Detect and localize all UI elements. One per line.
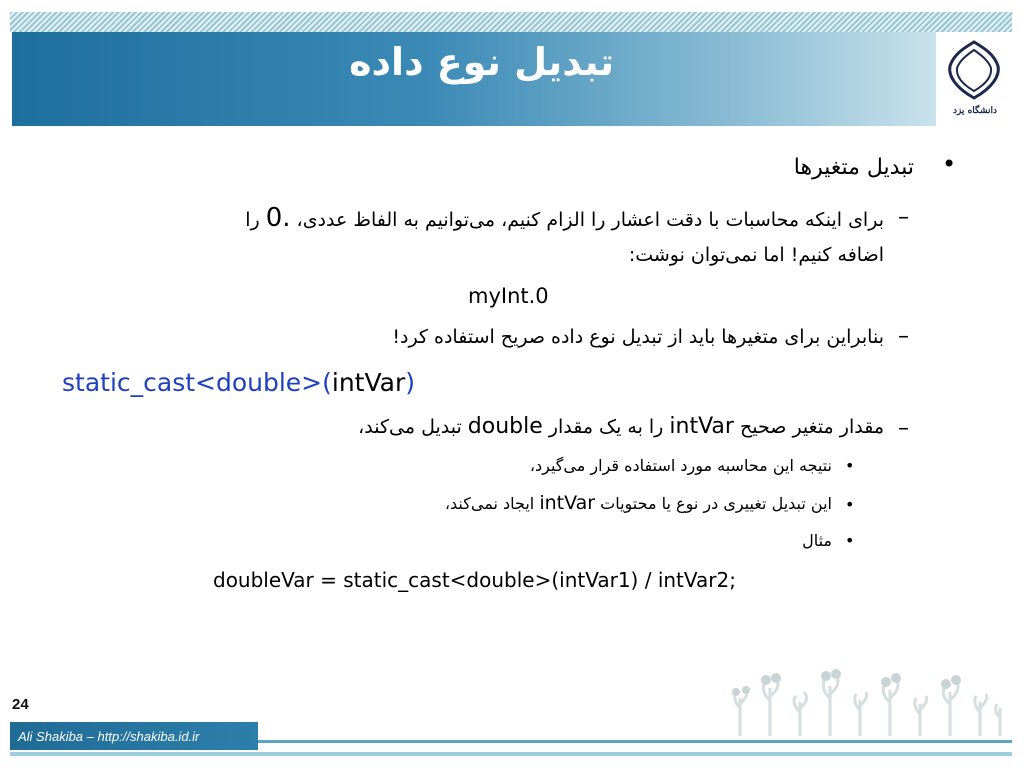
sub-bullet-3-code1: intVar xyxy=(669,414,734,439)
bullet-dot-icon: • xyxy=(942,150,957,178)
sub-bullet-1-end: را xyxy=(245,209,266,231)
footer-divider xyxy=(258,740,1012,743)
dash-bullet-icon: – xyxy=(898,205,909,230)
bullet-dot-icon: • xyxy=(845,456,855,475)
logo-emblem-icon xyxy=(946,40,1002,104)
footer-bottom-strip xyxy=(10,752,1012,756)
logo-caption: دانشگاه یزد xyxy=(952,106,998,116)
sub-item-2-text: این تبدیل تغییری در نوع یا محتویات xyxy=(595,494,832,513)
sub-item-1: نتیجه این محاسبه مورد استفاده قرار می‌گیرد، xyxy=(529,456,832,475)
code-snippet-2 xyxy=(62,368,415,397)
page-number: 24 xyxy=(12,696,29,713)
dash-bullet-icon: – xyxy=(898,324,909,349)
bullet-dot-icon: • xyxy=(845,495,855,514)
sub-bullet-3-part1: مقدار متغیر صحیح xyxy=(733,416,884,438)
sub-bullet-1 xyxy=(245,203,884,235)
sub-bullet-3 xyxy=(358,412,884,442)
code-snippet-2-suffix: ) xyxy=(405,368,416,397)
sub-item-2 xyxy=(445,492,832,514)
bullet-heading: تبدیل متغیرها xyxy=(793,155,914,180)
top-hatched-strip xyxy=(10,12,1012,32)
sub-bullet-1-code: .0 xyxy=(265,203,291,233)
slide-title: تبدیل نوع داده xyxy=(349,40,614,84)
sub-item-2-code: intVar xyxy=(539,492,596,514)
decorative-plants-icon xyxy=(730,668,1010,738)
sub-bullet-1-line2: اضافه کنیم! اما نمی‌توان نوشت: xyxy=(628,244,884,266)
footer-author[interactable]: Ali Shakiba – http://shakiba.id.ir xyxy=(18,729,200,744)
bullet-dot-icon: • xyxy=(845,531,855,550)
dash-bullet-icon: – xyxy=(898,416,909,441)
code-snippet-3: doubleVar = static_cast<double>(intVar1) / intVar2; xyxy=(213,568,736,592)
code-snippet-1: myInt.0 xyxy=(468,284,549,308)
code-snippet-2-prefix: static_cast<double>( xyxy=(62,368,332,397)
sub-item-2-end: ایجاد نمی‌کند، xyxy=(444,494,540,513)
sub-bullet-3-code2: double xyxy=(467,414,543,439)
university-logo xyxy=(936,32,1012,126)
sub-bullet-2: بنابراین برای متغیرها باید از تبدیل نوع داده صریح استفاده کرد! xyxy=(392,326,884,348)
sub-bullet-1-text: برای اینکه محاسبات با دقت اعشار را الزام کنیم، می‌توانیم به الفاظ عددی، xyxy=(290,209,884,231)
code-snippet-2-arg: intVar xyxy=(331,368,406,397)
sub-bullet-3-part2: را به یک مقدار xyxy=(542,416,670,438)
sub-bullet-3-part3: تبدیل می‌کند، xyxy=(358,416,468,438)
sub-item-3: مثال xyxy=(802,531,832,550)
